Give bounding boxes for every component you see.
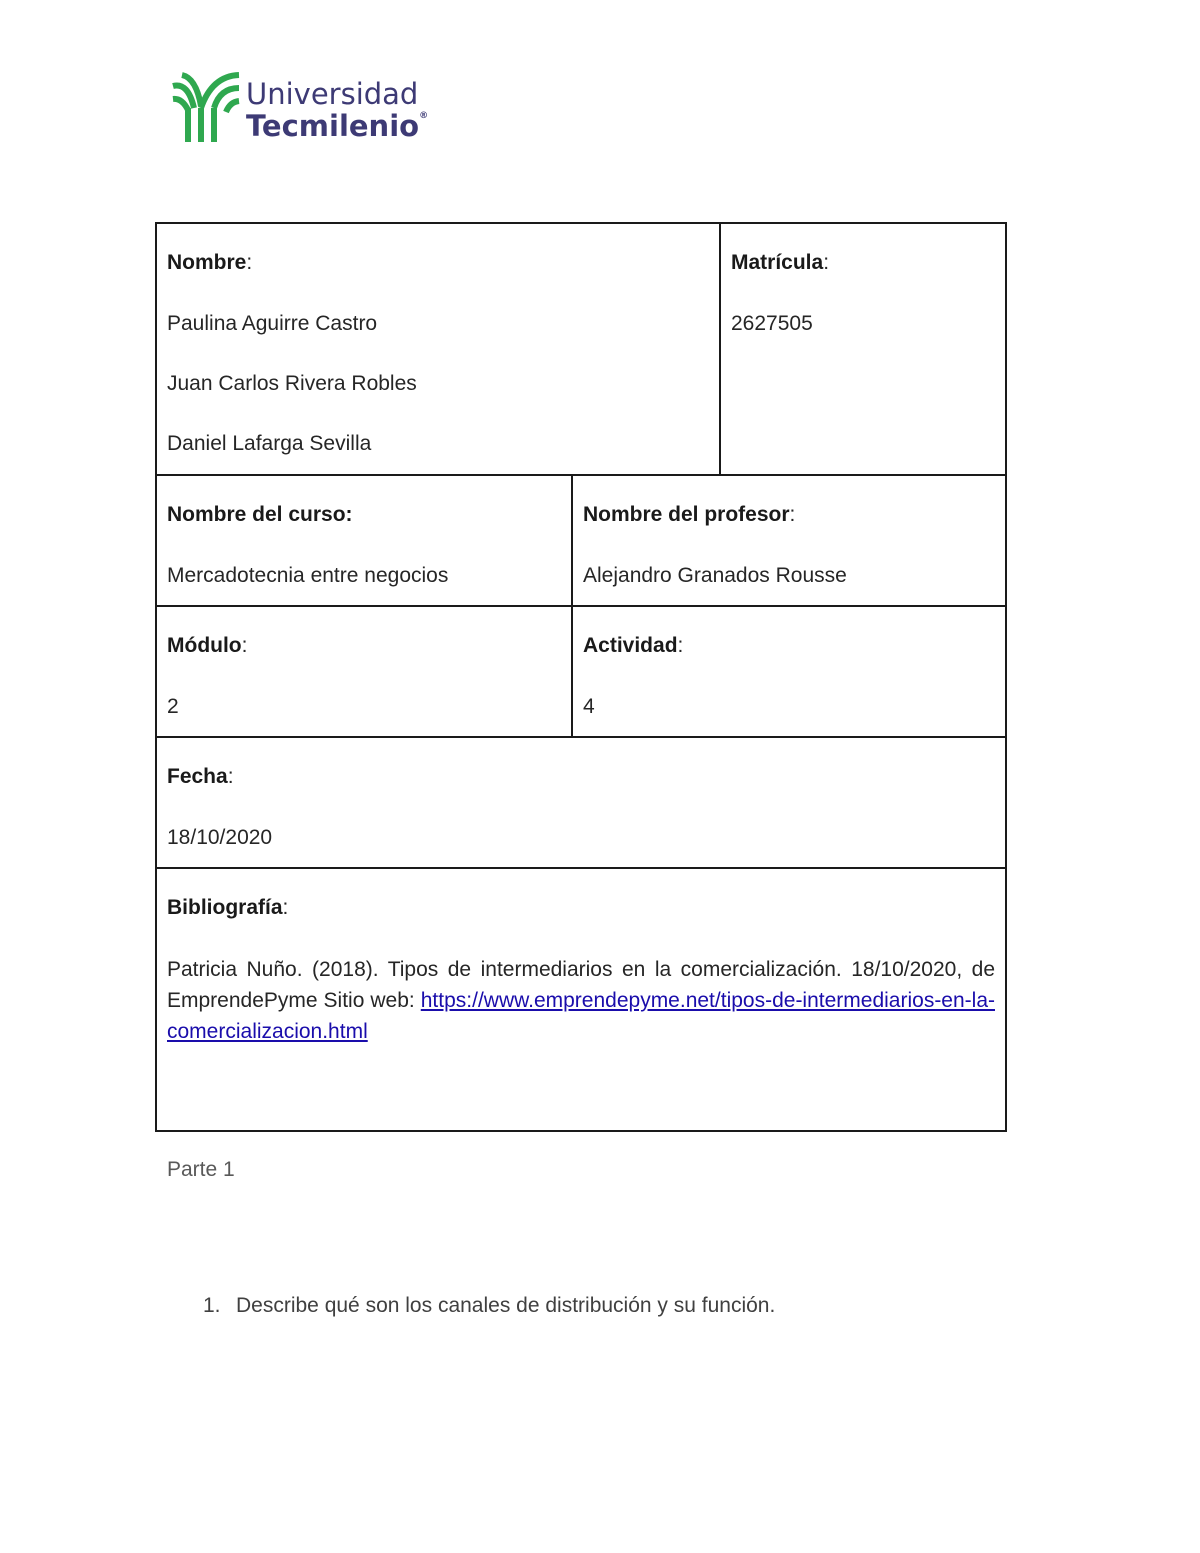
question-number: 1. — [203, 1294, 221, 1317]
bibliography-entry — [167, 954, 995, 1047]
actividad-value: 4 — [583, 695, 595, 718]
modulo-value: 2 — [167, 695, 179, 718]
fecha-cell: Fecha: 18/10/2020 — [156, 737, 1006, 868]
student-name-3: Daniel Lafarga Sevilla — [167, 432, 372, 455]
logo-university-text: Universidad — [246, 77, 419, 111]
nombre-label: Nombre — [167, 251, 247, 274]
matricula-cell: Matrícula: 2627505 — [720, 223, 1006, 475]
matricula-label: Matrícula — [731, 251, 824, 274]
section-heading: Parte 1 — [167, 1158, 235, 1181]
bibliografia-cell: Bibliografía: Patricia Nuño. (2018). Tipos de intermediarios en la comercialización. 18/10/2020, de EmprendePyme Sitio web: https://www.emprendepyme.net/tipos-de-intermediarios-en-la-comercializacion.html — [156, 868, 1006, 1131]
actividad-label: Actividad — [583, 634, 678, 657]
modulo-cell: Módulo: 2 — [156, 606, 572, 737]
student-name-1: Paulina Aguirre Castro — [167, 312, 378, 335]
university-logo — [172, 72, 432, 147]
curso-cell — [156, 475, 572, 606]
bibliography-link[interactable]: https://www.emprendepyme.net/tipos-de-intermediarios-en-la-comercializacion.html — [167, 989, 995, 1043]
fecha-label: Fecha — [167, 765, 228, 788]
actividad-cell: Actividad: 4 — [572, 606, 1006, 737]
tecmilenio-arches-icon — [172, 72, 240, 144]
profesor-cell: Nombre del profesor: Alejandro Granados Rousse — [572, 475, 1006, 606]
nombre-cell: Nombre: Paulina Aguirre Castro Juan Carlos Rivera Robles Daniel Lafarga Sevilla — [156, 223, 720, 475]
fecha-value: 18/10/2020 — [167, 826, 273, 849]
curso-value: Mercadotecnia entre negocios — [167, 564, 449, 587]
student-name-2: Juan Carlos Rivera Robles — [167, 372, 417, 395]
bibliography-text: Patricia Nuño. (2018). Tipos de intermediarios en la comercialización. 18/10/2020, de EmprendePyme Sitio web: — [167, 958, 995, 1012]
matricula-value: 2627505 — [731, 312, 813, 335]
curso-label: Nombre del curso: — [167, 503, 353, 526]
question-text: Describe qué son los canales de distribución y su función. — [236, 1294, 776, 1317]
registered-mark: ® — [419, 111, 429, 121]
profesor-label: Nombre del profesor — [583, 503, 790, 526]
question-item — [203, 1294, 775, 1318]
modulo-label: Módulo — [167, 634, 242, 657]
student-info-table — [155, 222, 1007, 1132]
profesor-value: Alejandro Granados Rousse — [583, 564, 847, 587]
logo-tecmilenio-text: Tecmilenio® — [246, 109, 429, 143]
bibliografia-label: Bibliografía — [167, 896, 283, 919]
